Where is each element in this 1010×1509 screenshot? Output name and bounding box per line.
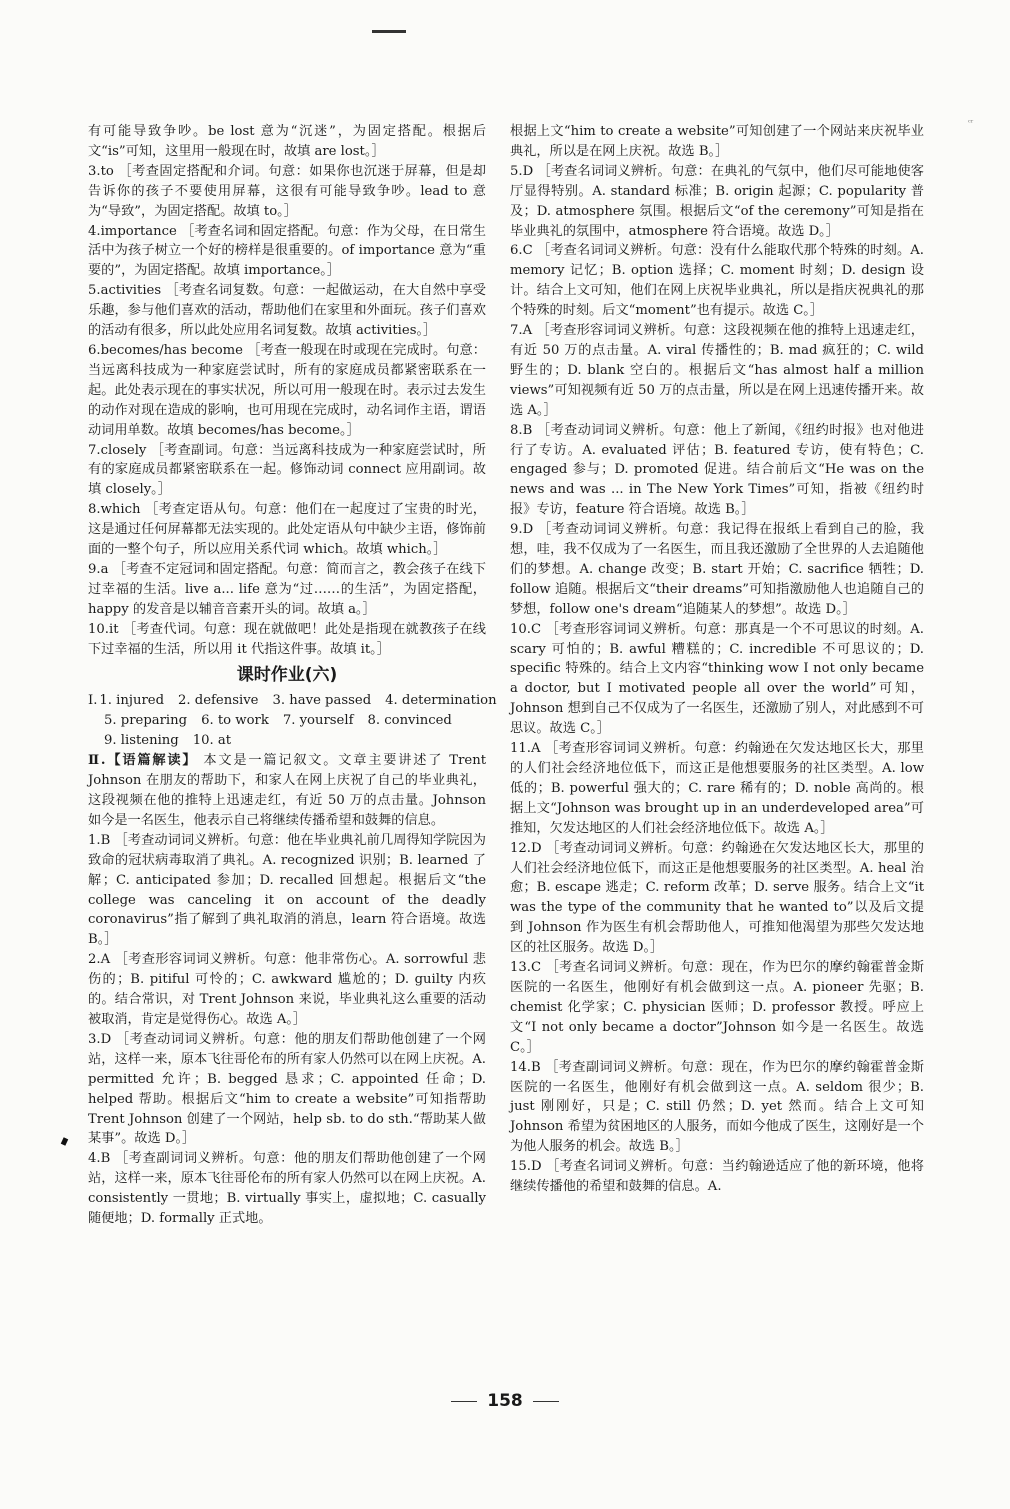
answer-item xyxy=(510,839,924,958)
answer-number: 9. xyxy=(88,561,101,577)
answer-item xyxy=(88,950,486,1030)
left-intro: 有可能导致争吵。be lost 意为“沉迷”，为固定搭配。根据后文“is”可知，这里用一般现在时，故填 are lost。］ xyxy=(88,124,486,159)
answer-number: 7. xyxy=(88,442,101,458)
answer-text: a ［考查不定冠词和固定搭配。句意：简而言之，教会孩子在线下过幸福的生活。live a... life 意为“过……的生活”，为固定搭配，happy 的发音是以辅音音素开头的词。故填 a。］ xyxy=(88,561,486,617)
answer-text: B ［考查副词词义辨析。句意：他的朋友们帮助他创建了一个网站，这样一来，原本飞往哥伦布的所有家人仍然可以在网上庆祝。A. consistently 一贯地；B. virtually 事实上，虚拟地；C. casually 随便地；D. formally 正式地。 xyxy=(88,1151,486,1227)
answer-number: 7. xyxy=(510,323,523,339)
vocab-item: 1. injured xyxy=(99,693,165,709)
answer-number: 6. xyxy=(510,243,523,259)
answer-item xyxy=(510,1157,924,1197)
answer-item xyxy=(88,441,486,501)
answer-item xyxy=(88,620,486,660)
footer-dash xyxy=(533,1401,559,1402)
answer-item xyxy=(510,321,924,421)
answer-text: closely ［考查副词。句意：当远离科技成为一种家庭尝试时，所有的家庭成员都紧密联系在一起。修饰动词 connect 应用副词。故填 closely。］ xyxy=(88,442,486,498)
vocab-item: 3. have passed xyxy=(272,693,372,709)
answer-number: 9. xyxy=(510,522,523,538)
answer-number: 3. xyxy=(88,163,101,179)
part2-intro xyxy=(88,751,486,831)
answer-item xyxy=(510,620,924,739)
part1-vocab xyxy=(88,691,497,751)
right-answer-list xyxy=(510,162,924,1197)
answer-number: 2. xyxy=(88,952,101,968)
answer-text: D ［考查名词词义辨析。句意：在典礼的气氛中，他们尽可能地使客厅显得特别。A. standard 标准；B. origin 起源；C. popularity 普及；D. atmosphere 氛围。根据后文“of the ceremony”可知是指在毕业典礼的氛围中，atmosphere 符合语境。故选 D。］ xyxy=(510,163,924,239)
answer-text: it ［考查代词。句意：现在就做吧！此处是指现在就教孩子在线下过幸福的生活，所以用 it 代指这件事。故填 it。］ xyxy=(88,621,486,657)
vocab-item: 4. determination xyxy=(385,693,497,709)
answer-number: 15. xyxy=(510,1159,531,1175)
answer-number: 12. xyxy=(510,840,531,856)
answer-text: A ［考查形容词词义辨析。句意：约翰逊在欠发达地区长大，那里的人们社会经济地位低下，而这正是他想要服务的社区类型。A. low 低的；B. powerful 强大的；C. rare 稀有的；D. noble 高尚的。根据上文“Johnson was brought up in an underdeveloped area”可推知，欠发达地区的人们社会经济地位低下。故选 A。］ xyxy=(510,741,924,836)
right-column xyxy=(510,122,924,1197)
vocab-item: 8. convinced xyxy=(367,713,452,729)
answer-text: importance ［考查名词和固定搭配。句意：作为父母，在日常生活中为孩子树立一个好的榜样是很重要的。of importance 意为“重要的”，为固定搭配。故填 importance。］ xyxy=(88,223,486,279)
answer-text: A ［考查形容词词义辨析。句意：这段视频在他的推特上迅速走红，有近 50 万的点击量。A. viral 传播性的；B. mad 疯狂的；C. wild 野生的；D. blank 空白的。根据后文“has almost half a million views”可知视频有近 50 万的点击量，所以是在网上迅速传播开来。故选 A。］ xyxy=(510,323,924,418)
vocab-item: 10. at xyxy=(192,733,232,749)
answer-text: C ［考查名词词义辨析。句意：现在，作为巴尔的摩约翰霍普金斯医院的一名医生，他刚好有机会做到这一点。A. pioneer 先驱；B. chemist 化学家；C. physician 医师；D. professor 教授。呼应上文“I not only became a doctor”Johnson 如今是一名医生。故选 C。］ xyxy=(510,960,924,1055)
answer-text: which ［考查定语从句。句意：他们在一起度过了宝贵的时光，这是通过任何屏幕都无法实现的。此处定语从句中缺少主语，修饰前面的一整个句子，所以应用关系代词 which。故填 which。］ xyxy=(88,502,486,558)
answer-number: 4. xyxy=(88,1151,101,1167)
part2-text: 本文是一篇记叙文。文章主要讲述了 Trent Johnson 在朋友的帮助下，和家人在网上庆祝了自己的毕业典礼，这段视频在他的推特上迅速走红，有近 50 万的点击量。Johnson 如今是一名医生，他表示自己将继续传播希望和鼓舞的信息。 xyxy=(88,753,486,828)
answer-item xyxy=(510,958,924,1058)
section-title: 课时作业(六) xyxy=(236,665,338,686)
answer-item xyxy=(510,162,924,242)
answer-item xyxy=(88,1030,486,1149)
answer-number: 5. xyxy=(88,283,101,299)
left-answer-list xyxy=(88,162,486,660)
part1-label: Ⅰ. xyxy=(88,693,98,709)
answer-item xyxy=(88,1149,486,1229)
answer-text: C ［考查形容词词义辨析。句意：那真是一个不可思议的时刻。A. scary 可怕的；B. awful 糟糕的；C. incredible 不可思议的；D. specific 特殊的。结合上文内容“thinking wow I not only became a doctor, but I motivated people all over the world”可知，Johnson 想到自己不仅成为了一名医生，还激励了别人，对此感到不可思议。故选 C。］ xyxy=(510,621,924,737)
answer-number: 6. xyxy=(88,342,101,358)
right-intro: 根据上文“him to create a website”可知创建了一个网站来庆祝毕业典礼，所以是在网上庆祝。故选 B。］ xyxy=(510,124,924,159)
vocab-row xyxy=(88,691,497,711)
page-number: 158 xyxy=(487,1391,523,1411)
answer-number: 11. xyxy=(510,741,531,757)
answer-item xyxy=(510,241,924,321)
answer-number: 3. xyxy=(88,1031,101,1047)
answer-item xyxy=(510,421,924,521)
answer-number: 1. xyxy=(88,832,101,848)
part2-label: Ⅱ.【语篇解读】 xyxy=(88,753,198,769)
corner-mark: ᶜʳ xyxy=(968,118,974,127)
answer-text: B ［考查动词词义辨析。句意：他上了新闻，《纽约时报》也对他进行了专访。A. evaluated 评估；B. featured 专访，使有特色；C. engaged 参与；D. promoted 促进。结合前后文“He was on the news and was ... in The New York Times”可知，指被《纽约时报》专访，feature 符合语境。故选 B。］ xyxy=(510,422,924,518)
footer-dash xyxy=(451,1401,477,1402)
answer-number: 5. xyxy=(510,163,523,179)
answer-number: 10. xyxy=(510,621,531,637)
answer-number: 4. xyxy=(88,223,101,239)
answer-text: C ［考查名词词义辨析。句意：没有什么能取代那个特殊的时刻。A. memory 记忆；B. option 选择；C. moment 时刻；D. design 设计。结合上文可知，他们在网上庆祝毕业典礼，所以是指庆祝典礼的那个特殊的时刻。后文“moment”也有提示。故选 C。］ xyxy=(510,243,924,319)
answer-text: to ［考查固定搭配和介词。句意：如果你也沉迷于屏幕，但是却告诉你的孩子不要使用屏幕，这很有可能导致争吵。lead to 意为“导致”，为固定搭配。故填 to。］ xyxy=(88,163,486,219)
answer-item xyxy=(88,560,486,620)
page-number-footer xyxy=(0,1391,1010,1411)
answer-text: D ［考查名词词义辨析。句意：当约翰逊适应了他的新环境，他将继续传播他的希望和鼓舞的信息。A. xyxy=(510,1159,924,1195)
vocab-item: 6. to work xyxy=(201,713,269,729)
answer-text: D ［考查动词词义辨析。句意：我记得在报纸上看到自己的脸，我想，哇，我不仅成为了一名医生，而且我还激励了全世界的人去追随他们的梦想。A. change 改变；B. start 开始；C. sacrifice 牺牲；D. follow 追随。根据后文“their dreams”可知指激励他人也追随自己的梦想，follow one's dream“追随某人的梦想”。故选 D。］ xyxy=(510,522,924,617)
answer-text: B ［考查动词词义辨析。句意：他在毕业典礼前几周得知学院因为致命的冠状病毒取消了典礼。A. recognized 识别；B. learned 了解；C. anticipated 参加；D. recalled 回想起。根据后文“the college was canceling it on account of the deadly coronavirus”指了解到了典礼取消的消息，learn 符合语境。故选 B。］ xyxy=(88,832,486,948)
left-column xyxy=(88,122,497,1229)
answer-text: D ［考查动词词义辨析。句意：约翰逊在欠发达地区长大，那里的人们社会经济地位低下，而这正是他想要服务的社区类型。A. heal 治愈；B. escape 逃走；C. reform 改革；D. serve 服务。结合上文“it was the type of the community that he wanted to”以及后文提到 Johnson 作为医生有机会帮助他人，可推知他渴望为那些欠发达地区的社区服务。故选 D。］ xyxy=(510,840,924,956)
vocab-row xyxy=(88,731,486,751)
vocab-item: 2. defensive xyxy=(178,693,259,709)
vocab-item: 5. preparing xyxy=(104,713,188,729)
answer-number: 13. xyxy=(510,960,531,976)
answer-item xyxy=(510,1058,924,1158)
answer-number: 14. xyxy=(510,1059,531,1075)
answer-item xyxy=(88,500,486,560)
vocab-item: 9. listening xyxy=(104,733,179,749)
margin-dot-mark xyxy=(61,1137,68,1145)
top-printer-mark xyxy=(372,30,406,33)
left-part2-answers xyxy=(88,831,486,1229)
answer-text: becomes/has become ［考查一般现在时或现在完成时。句意：当远离科技成为一种家庭尝试时，所有的家庭成员都紧密联系在一起。此处表示现在的事实状况，所以可用一般现在时。表示过去发生的动作对现在造成的影响，也可用现在完成时，动名词作主语，谓语动词用单数。故填 becomes/has become。］ xyxy=(88,342,486,438)
vocab-row xyxy=(88,711,486,731)
answer-item xyxy=(88,341,486,441)
answer-text: D ［考查动词词义辨析。句意：他的朋友们帮助他创建了一个网站，这样一来，原本飞往哥伦布的所有家人仍然可以在网上庆祝。A. permitted 允许；B. begged 恳求；C. appointed 任命；D. helped 帮助。根据后文“him to create a website”可知指帮助 Trent Johnson 创建了一个网站，help sb. to do sth.“帮助某人做某事”。故选 D。］ xyxy=(88,1031,486,1147)
vocab-item: 7. yourself xyxy=(282,713,354,729)
answer-item xyxy=(88,222,486,282)
answer-text: activities ［考查名词复数。句意：一起做运动，在大自然中享受乐趣，参与他们喜欢的活动，帮助他们在家里和外面玩。孩子们喜欢的活动有很多，所以此处应用名词复数。故填 activities。］ xyxy=(88,283,486,339)
answer-number: 8. xyxy=(510,422,523,438)
answer-text: B ［考查副词词义辨析。句意：现在，作为巴尔的摩约翰霍普金斯医院的一名医生，他刚好有机会做到这一点。A. seldom 很少；B. just 刚刚好，只是；C. still 仍然；D. yet 然而。结合上文可知 Johnson 希望为贫困地区的人服务，而如今他成了医生，这刚好是一个为他人服务的机会。故选 B。］ xyxy=(510,1059,924,1155)
answer-number: 10. xyxy=(88,621,109,637)
answer-item xyxy=(510,520,924,620)
answer-number: 8. xyxy=(88,502,101,518)
answer-item xyxy=(88,281,486,341)
answer-text: A ［考查形容词词义辨析。句意：他非常伤心。A. sorrowful 悲伤的；B. pitiful 可怜的；C. awkward 尴尬的；D. guilty 内疚的。结合常识，对 Trent Johnson 来说，毕业典礼这么重要的活动被取消，肯定是觉得伤心。故选 A。］ xyxy=(88,952,486,1027)
answer-item xyxy=(88,831,486,950)
answer-item xyxy=(510,739,924,839)
answer-item xyxy=(88,162,486,222)
